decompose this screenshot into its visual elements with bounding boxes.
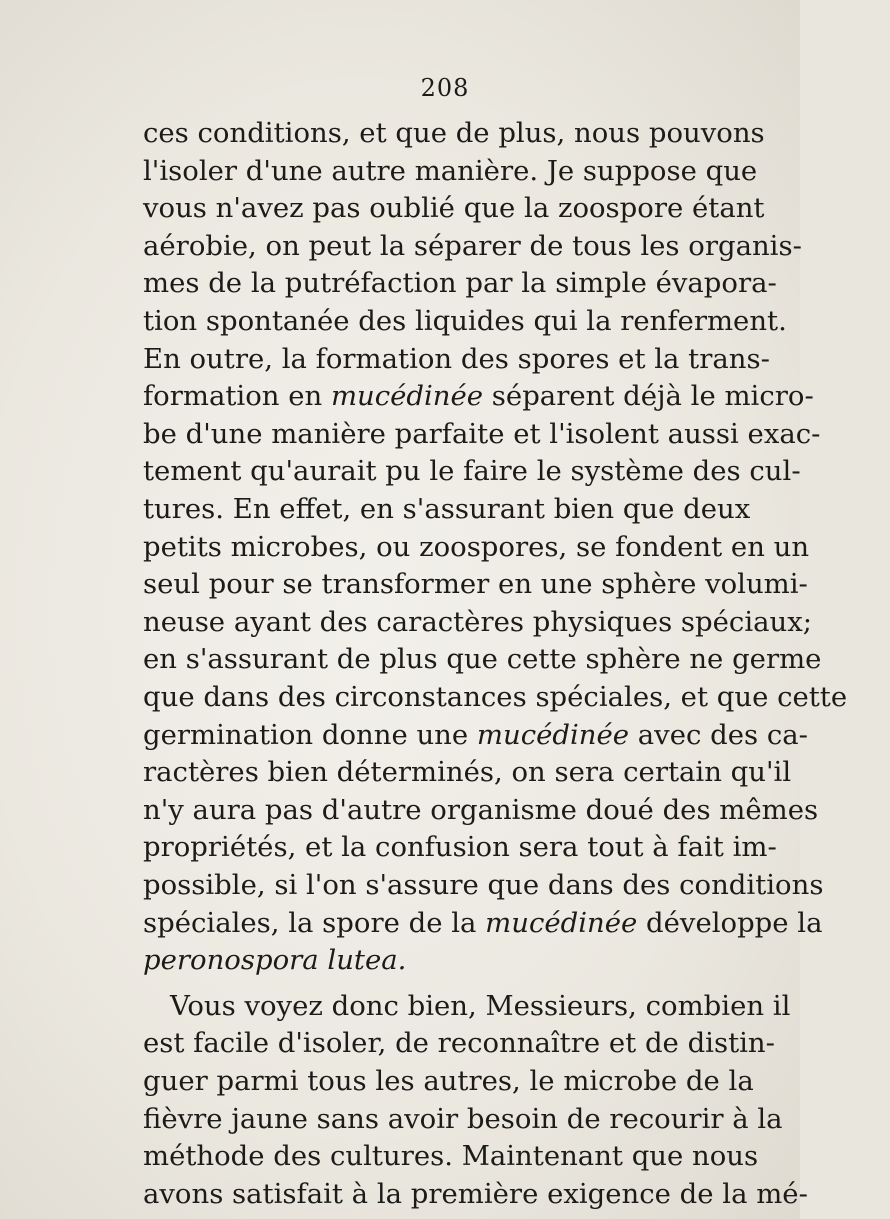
text-line <box>143 866 824 904</box>
text-span: aérobie, on peut la séparer de tous les organis- <box>143 229 802 262</box>
italic-span: mucédinée <box>485 906 638 939</box>
text-line <box>143 452 801 490</box>
text-span: en s'assurant de plus que cette sphère ne germe <box>143 643 822 676</box>
text-line <box>143 1175 808 1213</box>
italic-span: peronospora lutea. <box>143 944 407 977</box>
text-span: avec des ca- <box>629 718 808 751</box>
text-line <box>143 528 810 566</box>
text-span: be d'une manière parfaite et l'isolent aussi exac- <box>143 417 821 450</box>
text-line <box>143 302 787 340</box>
text-span: neuse ayant des caractères physiques spéciaux; <box>143 605 812 638</box>
text-line <box>143 1100 783 1138</box>
text-line <box>143 716 808 754</box>
text-span: ractères bien déterminés, on sera certain qu'il <box>143 756 792 789</box>
text-span: séparent déjà le micro- <box>483 380 814 413</box>
text-line <box>143 941 741 979</box>
text-line <box>143 114 765 152</box>
text-span: seul pour se transformer en une sphère volumi- <box>143 568 808 601</box>
text-line <box>170 987 791 1025</box>
text-span: guer parmi tous les autres, le microbe de la <box>143 1065 754 1097</box>
text-line <box>143 377 814 415</box>
text-line <box>143 1024 775 1062</box>
text-span: Vous voyez donc bien, Messieurs, combien il <box>170 989 791 1022</box>
text-line <box>143 791 819 829</box>
text-span: ces conditions, et que de plus, nous pouvons <box>143 117 765 149</box>
text-span: développe la <box>637 906 823 939</box>
text-line <box>143 753 792 791</box>
text-line <box>143 152 758 190</box>
text-span: vous n'avez pas oublié que la zoospore étant <box>143 192 765 225</box>
italic-span: mucédinée <box>476 718 630 751</box>
text-span: formation en <box>143 380 331 413</box>
text-span: tion spontanée des liquides qui la renferment. <box>143 305 787 337</box>
text-line <box>143 904 823 942</box>
text-line <box>143 415 821 453</box>
text-span: l'isoler d'une autre manière. Je suppose que <box>143 154 758 187</box>
italic-span: mucédinée <box>330 380 484 413</box>
text-span: tement qu'aurait pu le faire le système des cul- <box>143 455 801 488</box>
page-number: 208 <box>420 74 470 102</box>
text-span: est facile d'isoler, de reconnaître et de distin- <box>143 1027 775 1060</box>
text-span: que dans des circonstances spéciales, et que cette <box>143 681 848 713</box>
text-line <box>143 828 777 866</box>
text-span: germination donne une <box>143 718 477 751</box>
text-span: tures. En effet, en s'assurant bien que deux <box>143 493 751 525</box>
text-line <box>143 565 808 603</box>
text-line <box>143 1137 759 1175</box>
text-line <box>143 264 777 302</box>
text-span: possible, si l'on s'assure que dans des conditions <box>143 869 824 901</box>
text-span: petits microbes, ou zoospores, se fondent en un <box>143 530 810 563</box>
text-span: En outre, la formation des spores et la trans- <box>143 342 770 375</box>
text-line <box>143 189 765 227</box>
text-span: avons satisfait à la première exigence de la mé- <box>143 1177 808 1210</box>
text-span: fièvre jaune sans avoir besoin de recourir à la <box>143 1102 783 1135</box>
text-span: n'y aura pas d'autre organisme doué des mêmes <box>143 793 819 826</box>
text-line <box>143 603 812 641</box>
text-span: mes de la putréfaction par la simple évapora- <box>143 267 777 300</box>
text-line <box>143 490 751 528</box>
text-span: propriétés, et la confusion sera tout à fait im- <box>143 831 777 864</box>
text-line <box>143 1062 754 1100</box>
text-line <box>143 227 802 265</box>
text-span: spéciales, la spore de la <box>143 906 486 939</box>
text-span: méthode des cultures. Maintenant que nous <box>143 1140 759 1173</box>
text-line <box>143 640 822 678</box>
text-line <box>143 340 770 378</box>
text-line <box>143 678 848 716</box>
